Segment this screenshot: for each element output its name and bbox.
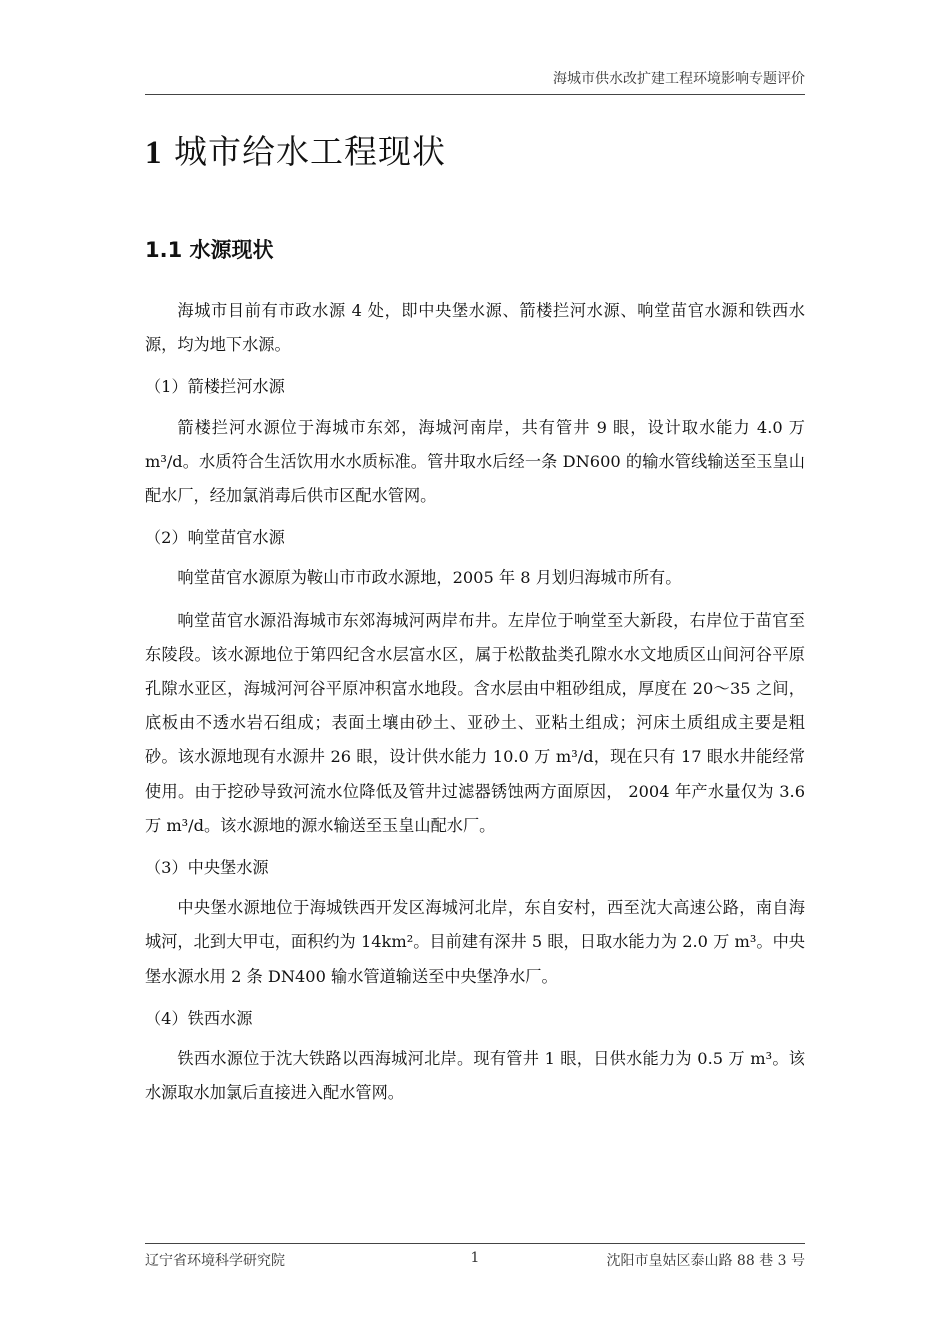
page-header-title: 海城市供水改扩建工程环境影响专题评价 (553, 71, 805, 87)
chapter-number: 1 (145, 135, 163, 171)
chapter-title-text: 城市给水工程现状 (174, 132, 446, 171)
subheading-zhongyangbao: （3）中央堡水源 (145, 858, 269, 878)
chapter-title (145, 126, 446, 173)
paragraph-xiangtang-detail: 响堂苗官水源沿海城市东郊海城河两岸布井。左岸位于响堂至大新段，右岸位于苗官至东陵段。该水源地位于第四纪含水层富水区，属于松散盐类孔隙水水文地质区山间河谷平原孔隙水亚区，海城河河谷平原冲积富水地段。含水层由中粗砂组成，厚度在 20～35 之间，底板由不透水岩石组成；表面土壤由砂土、亚砂土、亚粘土组成；河床土质组成主要是粗砂。该水源地现有水源井 26 眼，设计供水能力 10.0 万 m³/d，现在只有 17 眼水井能经常使用。由于挖砂导致河流水位降低及管井过滤器锈蚀两方面原因， 2004 年产水量仅为 3.6 万 m³/d。该水源地的源水输送至玉皇山配水厂。 (145, 610, 805, 835)
subheading-xiangtang: （2）响堂苗官水源 (145, 528, 285, 548)
footer-address: 沈阳市皇姑区泰山路 88 巷 3 号 (606, 1253, 805, 1269)
subheading-tiexi: （4）铁西水源 (145, 1008, 253, 1028)
paragraph-zhongyangbao: 中央堡水源地位于海城铁西开发区海城河北岸，东自安村，西至沈大高速公路，南自海城河，北到大甲屯，面积约为 14km²。目前建有深井 5 眼，日取水能力为 2.0 万 m³。中央堡水源水用 2 条 DN400 输水管道输送至中央堡净水厂。 (145, 898, 805, 986)
paragraph-xiangtang-history: 响堂苗官水源原为鞍山市市政水源地，2005 年 8 月划归海城市所有。 (177, 568, 682, 588)
paragraph-jianlou: 箭楼拦河水源位于海城市东郊，海城河南岸，共有管井 9 眼，设计取水能力 4.0 万 m³/d。水质符合生活饮用水水质标准。管井取水后经一条 DN600 的输水管线输送至玉皇山配水厂，经加氯消毒后供市区配水管网。 (145, 417, 805, 506)
subheading-jianlou: （1）箭楼拦河水源 (145, 377, 285, 397)
footer-divider (145, 1243, 805, 1244)
paragraph-tiexi: 铁西水源位于沈大铁路以西海城河北岸。现有管井 1 眼，日供水能力为 0.5 万 m³。该水源取水加氯后直接进入配水管网。 (145, 1049, 805, 1103)
page-number: 1 (470, 1250, 480, 1266)
header-divider (145, 94, 805, 95)
footer-organization: 辽宁省环境科学研究院 (145, 1253, 285, 1269)
body-content (145, 294, 805, 1118)
paragraph-overview: 海城市目前有市政水源 4 处，即中央堡水源、箭楼拦河水源、响堂苗官水源和铁西水源，均为地下水源。 (145, 301, 805, 355)
section-title: 1.1 水源现状 (145, 238, 274, 262)
